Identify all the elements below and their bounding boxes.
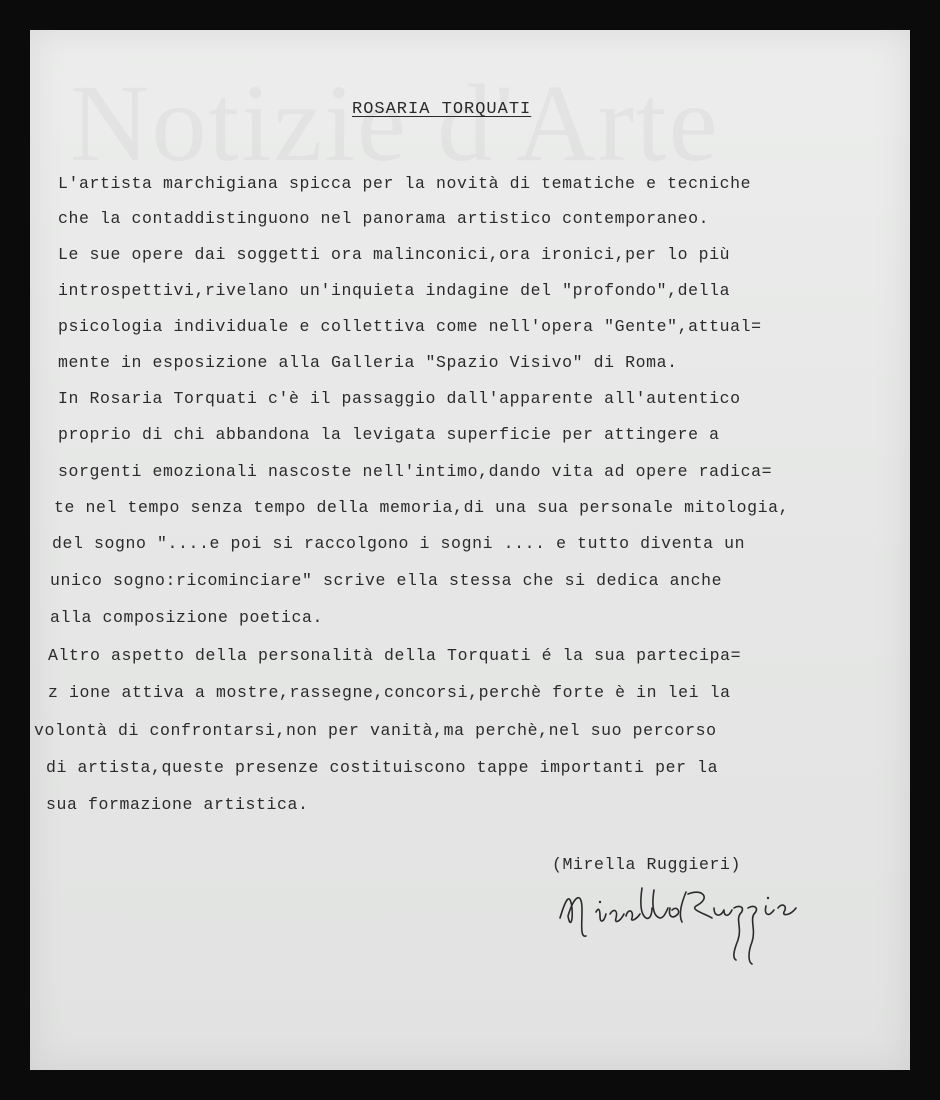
text-line: sua formazione artistica. <box>46 795 309 814</box>
text-line: unico sogno:ricominciare" scrive ella stessa che si dedica anche <box>50 571 723 590</box>
text-line: di artista,queste presenze costituiscono tappe importanti per la <box>46 758 719 777</box>
text-line: che la contaddistinguono nel panorama artistico contemporaneo. <box>58 209 710 228</box>
text-line: L'artista marchigiana spicca per la novità di tematiche e tecniche <box>58 174 752 193</box>
typewritten-page <box>30 30 910 1070</box>
text-line: alla composizione poetica. <box>50 608 324 627</box>
text-line: del sogno "....e poi si raccolgono i sogni .... e tutto diventa un <box>52 534 746 553</box>
handwritten-signature <box>556 878 806 968</box>
text-line: mente in esposizione alla Galleria "Spazio Visivo" di Roma. <box>58 353 678 372</box>
text-line: z ione attiva a mostre,rassegne,concorsi,perchè forte è in lei la <box>48 683 731 702</box>
text-line: introspettivi,rivelano un'inquieta indagine del "profondo",della <box>58 281 731 300</box>
text-line: Le sue opere dai soggetti ora malinconici,ora ironici,per lo più <box>58 245 731 264</box>
text-line: volontà di confrontarsi,non per vanità,ma perchè,nel suo percorso <box>34 721 717 740</box>
page-title: ROSARIA TORQUATI <box>352 100 532 119</box>
signatory-name: (Mirella Ruggieri) <box>552 855 742 874</box>
text-line: te nel tempo senza tempo della memoria,di una sua personale mitologia, <box>54 498 790 517</box>
text-line: proprio di chi abbandona la levigata superficie per attingere a <box>58 425 720 444</box>
text-line: sorgenti emozionali nascoste nell'intimo,dando vita ad opere radica= <box>58 462 773 481</box>
text-line: Altro aspetto della personalità della Torquati é la sua partecipa= <box>48 646 742 665</box>
text-line: psicologia individuale e collettiva come nell'opera "Gente",attual= <box>58 317 762 336</box>
text-line: In Rosaria Torquati c'è il passaggio dall'apparente all'autentico <box>58 389 741 408</box>
